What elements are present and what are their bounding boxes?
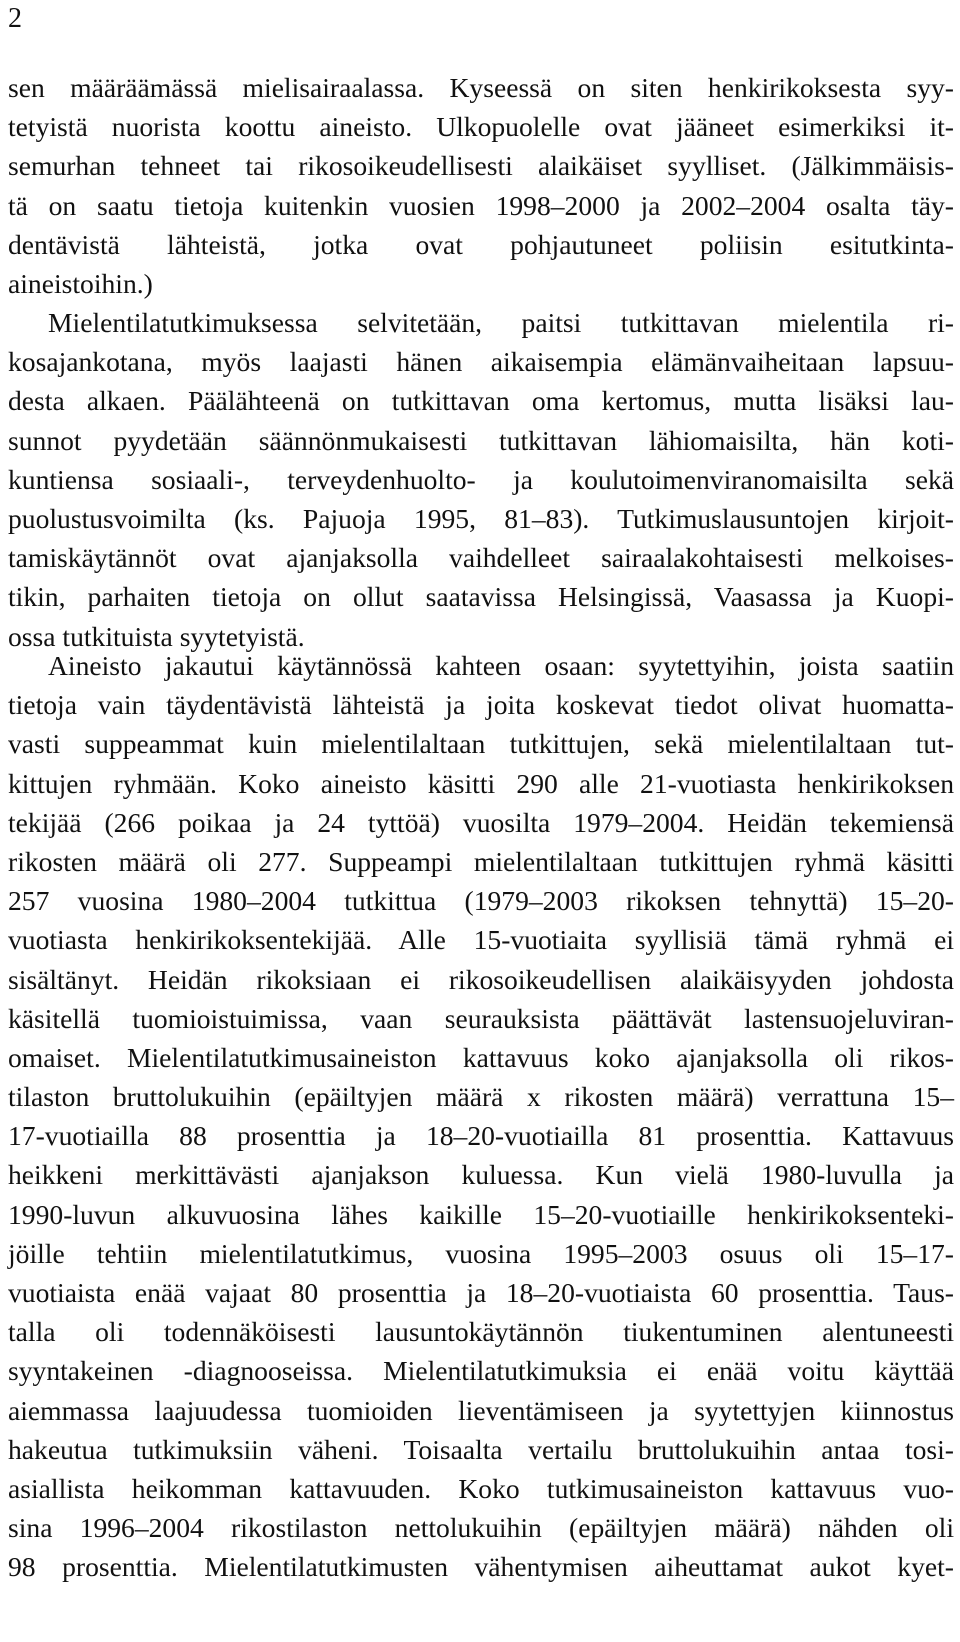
- text-line: 17-vuotiailla 88 prosenttia ja 18–20-vuotiailla 81 prosenttia. Kattavuus: [8, 1120, 954, 1152]
- text-line: syyntakeinen -diagnooseissa. Mielentilatutkimuksia ei enää voitu käyttää: [8, 1355, 954, 1387]
- text-line: omaiset. Mielentilatutkimusaineiston kattavuus koko ajanjaksolla oli rikos-: [8, 1041, 954, 1073]
- text-line: talla oli todennäköisesti lausuntokäytännön tiukentuminen alentuneesti: [8, 1316, 954, 1348]
- text-line: asiallista heikomman kattavuuden. Koko tutkimusaineiston kattavuus vuo-: [8, 1472, 954, 1504]
- text-line: desta alkaen. Päälähteenä on tutkittavan oma kertomus, mutta lisäksi lau-: [8, 385, 954, 417]
- text-line: vuotiasta henkirikoksentekijää. Alle 15-vuotiaita syyllisiä tämä ryhmä ei: [8, 924, 954, 956]
- text-line: tekijää (266 poikaa ja 24 tyttöä) vuosilta 1979–2004. Heidän tekemiensä: [8, 806, 954, 838]
- text-line: tä on saatu tietoja kuitenkin vuosien 1998–2000 ja 2002–2004 osalta täy-: [8, 189, 954, 221]
- text-line: ossa tutkituista syytetyistä.: [8, 620, 305, 652]
- text-line: jöille tehtiin mielentilatutkimus, vuosina 1995–2003 osuus oli 15–17-: [8, 1237, 954, 1269]
- text-line: sunnot pyydetään säännönmukaisesti tutkittavan lähiomaisilta, hän koti-: [8, 424, 954, 456]
- text-line: rikosten määrä oli 277. Suppeampi mielentilaltaan tutkittujen ryhmä käsitti: [8, 845, 954, 877]
- page-number: 2: [8, 3, 22, 34]
- text-line: tilaston bruttolukuihin (epäiltyjen määrä x rikosten määrä) verrattuna 15–: [8, 1081, 954, 1113]
- text-line: heikkeni merkittävästi ajanjakson kuluessa. Kun vielä 1980-luvulla ja: [8, 1159, 954, 1191]
- text-line: dentävistä lähteistä, jotka ovat pohjautuneet poliisin esitutkinta-: [8, 228, 954, 260]
- paragraph: [8, 68, 954, 303]
- text-line: Mielentilatutkimuksessa selvitetään, paitsi tutkittavan mielentila ri-: [48, 307, 954, 338]
- text-line: 257 vuosina 1980–2004 tutkittua (1979–2003 rikoksen tehnyttä) 15–20-: [8, 885, 954, 917]
- text-line: tetyistä nuorista koottu aineisto. Ulkopuolelle ovat jääneet esimerkiksi it-: [8, 111, 954, 143]
- text-line: käsitellä tuomioistuimissa, vaan seurauksista päättävät lastensuojeluviran-: [8, 1002, 954, 1034]
- text-line: semurhan tehneet tai rikosoikeudellisesti alaikäiset syylliset. (Jälkimmäisis-: [8, 150, 954, 182]
- text-line: sen määräämässä mielisairaalassa. Kyseessä on siten henkirikoksesta syy-: [8, 72, 954, 103]
- text-line: tamiskäytännöt ovat ajanjaksolla vaihdelleet sairaalakohtaisesti melkoises-: [8, 542, 954, 574]
- text-line: Aineisto jakautui käytännössä kahteen osaan: syytettyihin, joista saatiin: [48, 650, 954, 681]
- text-line: tikin, parhaiten tietoja on ollut saatavissa Helsingissä, Vaasassa ja Kuopi-: [8, 581, 954, 613]
- text-line: vuotiaista enää vajaat 80 prosenttia ja 18–20-vuotiaista 60 prosenttia. Taus-: [8, 1277, 954, 1308]
- text-line: puolustusvoimilta (ks. Pajuoja 1995, 81–83). Tutkimuslausuntojen kirjoit-: [8, 502, 954, 534]
- text-line: tietoja vain täydentävistä lähteistä ja joita koskevat tiedot olivat huomatta-: [8, 689, 954, 721]
- text-line: kuntiensa sosiaali-, terveydenhuolto- ja koulutoimenviranomaisilta sekä: [8, 463, 954, 495]
- text-line: sina 1996–2004 rikostilaston nettolukuihin (epäiltyjen määrä) nähden oli: [8, 1512, 954, 1544]
- text-line: hakeutua tutkimuksiin väheni. Toisaalta vertailu bruttolukuihin antaa tosi-: [8, 1433, 954, 1465]
- text-line: kosajankotana, myös laajasti hänen aikaisempia elämänvaiheitaan lapsuu-: [8, 346, 954, 378]
- text-line: sisältänyt. Heidän rikoksiaan ei rikosoikeudellisen alaikäisyyden johdosta: [8, 963, 954, 995]
- paragraph: [8, 646, 954, 1587]
- text-line: vasti suppeammat kuin mielentilaltaan tutkittujen, sekä mielentilaltaan tut-: [8, 728, 954, 760]
- text-line: aineistoihin.): [8, 267, 153, 299]
- text-line: kittujen ryhmään. Koko aineisto käsitti 290 alle 21-vuotiasta henkirikoksen: [8, 767, 954, 799]
- text-line: aiemmassa laajuudessa tuomioiden lieventämiseen ja syytettyjen kiinnostus: [8, 1394, 954, 1426]
- paragraph: [8, 303, 954, 656]
- text-line: 1990-luvun alkuvuosina lähes kaikille 15–20-vuotiaille henkirikoksenteki-: [8, 1198, 954, 1230]
- text-line: 98 prosenttia. Mielentilatutkimusten vähentymisen aiheuttamat aukot kyet-: [8, 1551, 954, 1583]
